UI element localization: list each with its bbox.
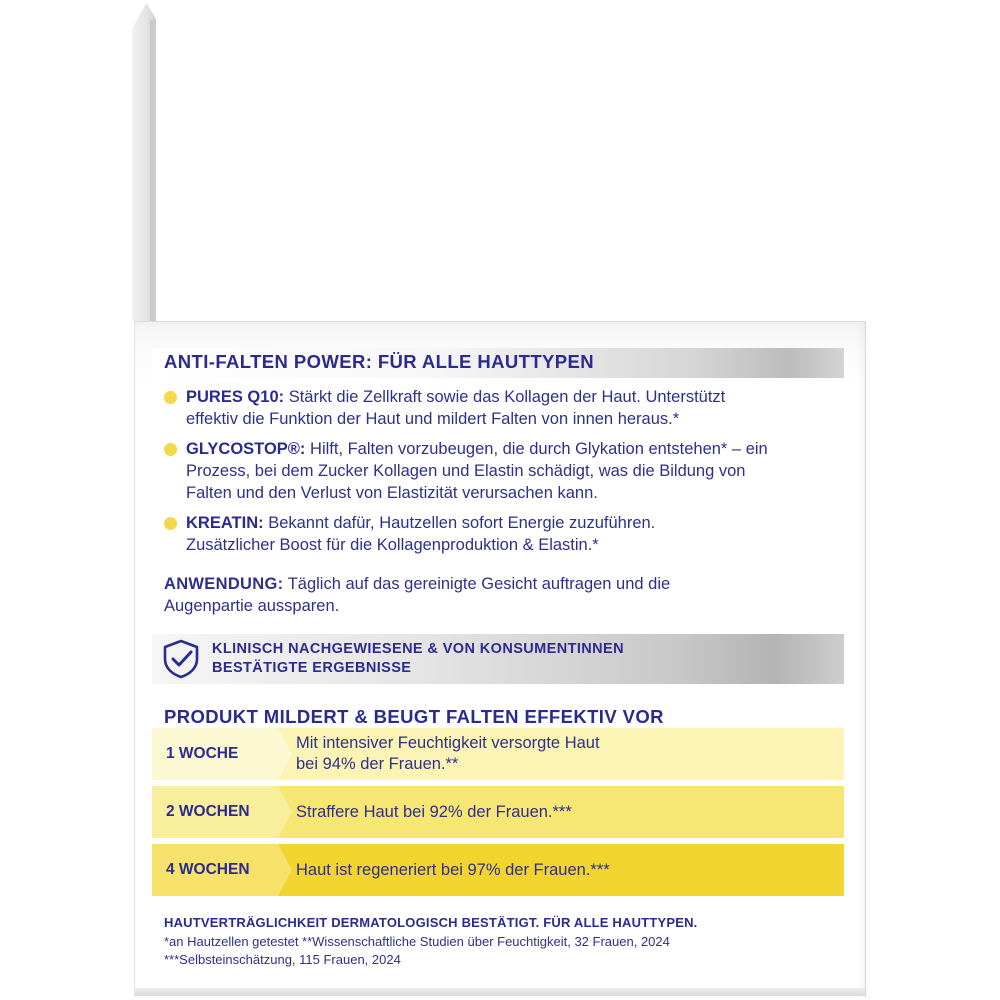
claim-line: KLINISCH NACHGEWIESENE & VON KONSUMENTINNEN bbox=[212, 641, 624, 657]
ingredient-text: Prozess, bei dem Zucker Kollagen und Elastin schädigt, was die Bildung von bbox=[186, 462, 746, 480]
usage-line bbox=[164, 573, 844, 595]
chevron-right-icon bbox=[264, 786, 294, 838]
result-period: 4 WOCHEN bbox=[152, 844, 278, 896]
ingredient-line bbox=[186, 438, 846, 460]
result-line: bei 94% der Frauen.** bbox=[296, 755, 459, 773]
ingredient-kreatin bbox=[186, 512, 846, 556]
ingredient-text: Bekannt dafür, Hautzellen sofort Energie zuzuführen. bbox=[263, 514, 656, 532]
result-period: 1 WOCHE bbox=[152, 728, 278, 780]
chevron-right-icon bbox=[264, 844, 294, 896]
usage-instructions bbox=[164, 573, 844, 617]
bullet-dot-icon bbox=[164, 443, 177, 456]
clinical-claim-bar bbox=[152, 634, 844, 684]
section-heading: ANTI-FALTEN POWER: FÜR ALLE HAUTTYPEN bbox=[164, 351, 594, 372]
result-text bbox=[296, 786, 836, 838]
usage-text: Augenpartie aussparen. bbox=[164, 597, 340, 615]
section-heading-bar bbox=[152, 348, 844, 378]
result-text bbox=[296, 728, 836, 780]
shield-check-icon bbox=[162, 639, 200, 679]
flap-shadow bbox=[150, 20, 158, 321]
result-line: Straffere Haut bei 92% der Frauen.*** bbox=[296, 802, 572, 821]
clinical-claim-text bbox=[212, 640, 832, 678]
ingredient-term: GLYCOSTOP®: bbox=[186, 440, 306, 458]
bullet-dot-icon bbox=[164, 391, 177, 404]
ingredient-text: Falten und den Verlust von Elastizität verursachen kann. bbox=[186, 484, 598, 502]
result-row-1-week bbox=[152, 728, 844, 780]
usage-text: Täglich auf das gereinigte Gesicht auftragen und die bbox=[283, 575, 671, 593]
ingredient-text: Stärkt die Zellkraft sowie das Kollagen der Haut. Unterstützt bbox=[284, 388, 726, 406]
result-row-4-weeks bbox=[152, 844, 844, 896]
claim-line: BESTÄTIGTE ERGEBNISSE bbox=[212, 660, 412, 676]
dermatology-statement: HAUTVERTRÄGLICHKEIT DERMATOLOGISCH BESTÄTIGT. FÜR ALLE HAUTTYPEN. bbox=[164, 915, 698, 930]
ingredient-term: PURES Q10: bbox=[186, 388, 285, 406]
ingredient-q10 bbox=[186, 386, 846, 430]
result-period: 2 WOCHEN bbox=[152, 786, 278, 838]
results-title: PRODUKT MILDERT & BEUGT FALTEN EFFEKTIV VOR bbox=[164, 706, 664, 727]
chevron-right-icon bbox=[264, 728, 294, 780]
footnote: *an Hautzellen getestet **Wissenschaftliche Studien über Feuchtigkeit, 32 Frauen, 2024 bbox=[164, 934, 670, 949]
result-row-2-weeks bbox=[152, 786, 844, 838]
bullet-dot-icon bbox=[164, 517, 177, 530]
ingredient-text: Hilft, Falten vorzubeugen, die durch Glykation entstehen* – ein bbox=[305, 440, 768, 458]
footnotes bbox=[164, 933, 854, 969]
usage-term: ANWENDUNG: bbox=[164, 575, 284, 593]
package-bottom-edge bbox=[134, 988, 865, 996]
ingredient-line bbox=[186, 386, 846, 408]
ingredient-line bbox=[186, 512, 846, 534]
ingredient-text: effektiv die Funktion der Haut und mildert Falten von innen heraus.* bbox=[186, 410, 680, 428]
result-text bbox=[296, 844, 836, 896]
result-line: Haut ist regeneriert bei 97% der Frauen.*** bbox=[296, 860, 610, 879]
ingredient-term: KREATIN: bbox=[186, 514, 264, 532]
result-line: Mit intensiver Feuchtigkeit versorgte Haut bbox=[296, 734, 600, 752]
ingredient-text: Zusätzlicher Boost für die Kollagenproduktion & Elastin.* bbox=[186, 536, 599, 554]
ingredient-glycostop bbox=[186, 438, 846, 504]
footnote: ***Selbsteinschätzung, 115 Frauen, 2024 bbox=[164, 952, 401, 967]
